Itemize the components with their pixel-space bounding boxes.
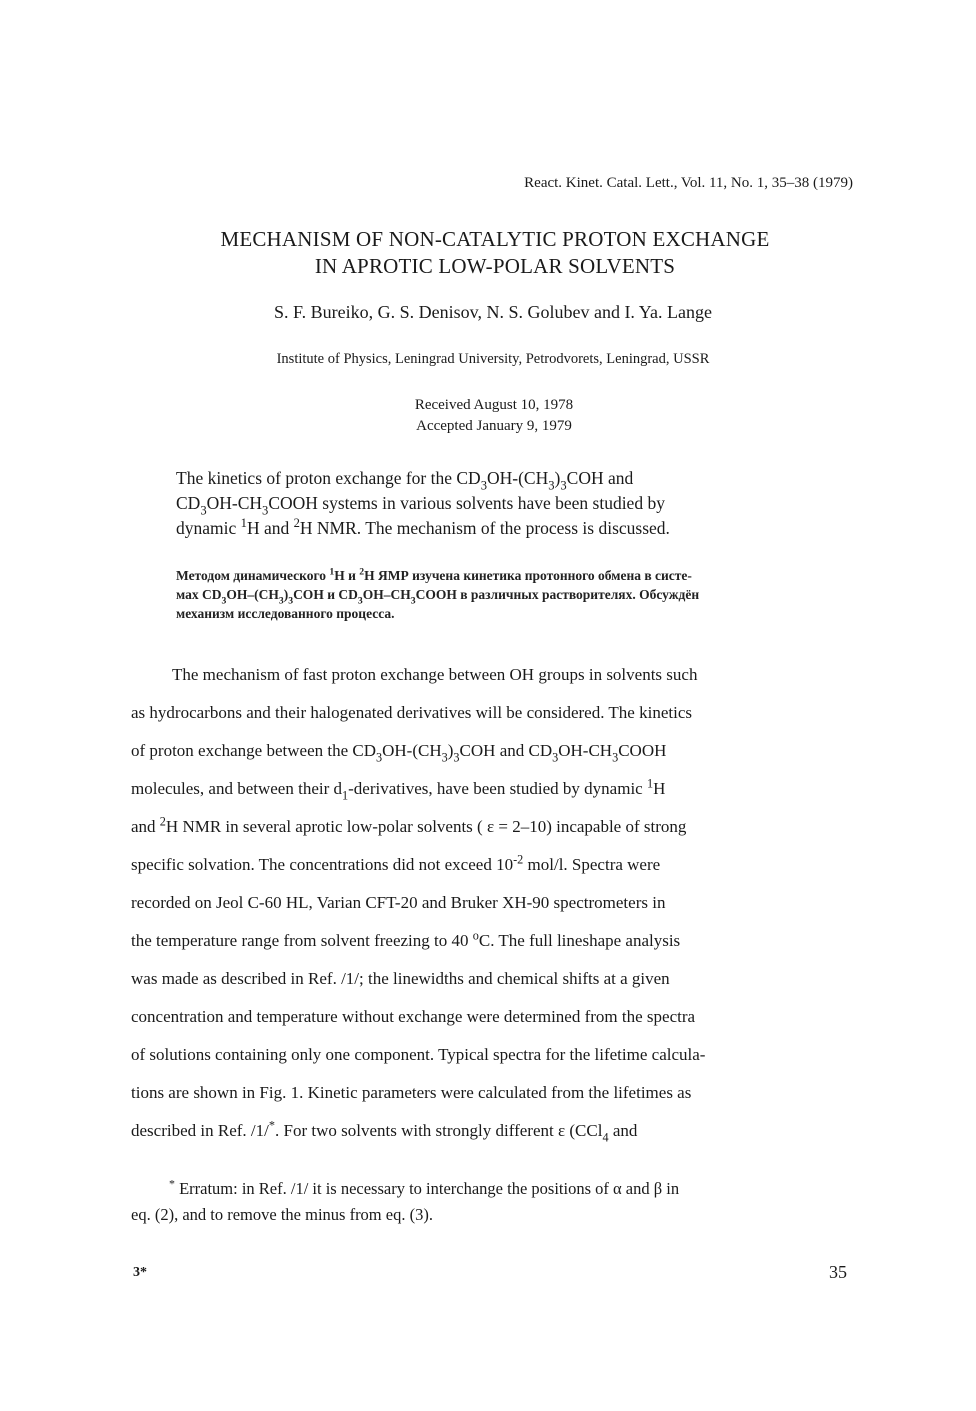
body-line: the temperature range from solvent freezing to 40 $^o$C. The full lineshape analysis [131,928,681,950]
abstract-line: $CD_3OH-CH_3COOH$ systems in various solvents have been studied by [176,493,665,518]
body-line: described in Ref. /1/*. For two solvents with strongly different ε (CCl$_4$ and [131,1118,638,1145]
body-line: of solutions containing only one component. Typical spectra for the lifetime calcula- [131,1045,706,1064]
body-line: as hydrocarbons and their halogenated derivatives will be considered. The kinetics [131,703,692,722]
body-line: recorded on Jeol C-60 HL, Varian CFT-20 and Bruker XH-90 spectrometers in [131,893,666,912]
title-line-1: MECHANISM OF NON-CATALYTIC PROTON EXCHANGE [220,227,770,251]
signature-mark: 3* [133,1265,147,1280]
abstract-ru-line: мах $CD_3OH-(CH_3)_3COH$ и $CD_3OH-CH_3COOH$ в различных растворителях. Обсуждён [176,587,700,607]
body-line: tions are shown in Fig. 1. Kinetic parameters were calculated from the lifetimes as [131,1083,692,1102]
abstract-ru-line: Методом динамического $^1$H и $^2$H ЯМР изучена кинетика протонного обмена в систе- [176,566,692,583]
title-line-2: IN APROTIC LOW-POLAR SOLVENTS [314,254,676,278]
footnote-line-2: eq. (2), and to remove the minus from eq. (3). [131,1205,433,1224]
journal-reference: React. Kinet. Catal. Lett., Vol. 11, No. 1, 35–38 (1979) [524,175,853,191]
body-line: specific solvation. The concentrations did not exceed $10^{-2}$ mol/l. Spectra were [131,852,661,874]
footnote-line-1: * Erratum: in Ref. /1/ it is necessary to interchange the positions of α and β in [169,1176,680,1198]
accepted-date: Accepted January 9, 1979 [416,418,572,434]
page-number: 35 [829,1262,847,1282]
body-line: concentration and temperature without exchange were determined from the spectra [131,1007,696,1026]
authors: S. F. Bureiko, G. S. Denisov, N. S. Golubev and I. Ya. Lange [274,302,712,322]
institution: Institute of Physics, Leningrad University, Petrodvorets, Leningrad, USSR [276,351,710,367]
abstract-line: dynamic $^1$H and $^2$H NMR. The mechanism of the process is discussed. [176,516,670,538]
footnote-mark: * [169,1176,175,1191]
abstract-russian [176,566,856,623]
paper-title [0,226,976,280]
dates [0,395,976,437]
main-text [131,656,861,1150]
footnote [131,1176,871,1228]
body-line: molecules, and between their $d_1$-derivatives, have been studied by dynamic $^1$H [131,776,666,803]
body-line: and $^2$H NMR in several aprotic low-polar solvents ( ε = 2–10) incapable of strong [131,814,687,836]
received-date: Received August 10, 1978 [414,397,574,413]
abstract-ru-line: механизм исследованного процесса. [176,606,395,621]
body-line: was made as described in Ref. /1/; the linewidths and chemical shifts at a given [131,969,670,988]
abstract-line: The kinetics of proton exchange for the $CD_3OH-(CH_3)_3COH$ and [176,468,634,493]
abstract-english [176,466,836,541]
body-line: The mechanism of fast proton exchange between OH groups in solvents such [172,665,698,684]
body-line: of proton exchange between the $CD_3OH-(CH_3)_3COH$ and $CD_3OH-CH_3COOH$ [131,741,667,765]
